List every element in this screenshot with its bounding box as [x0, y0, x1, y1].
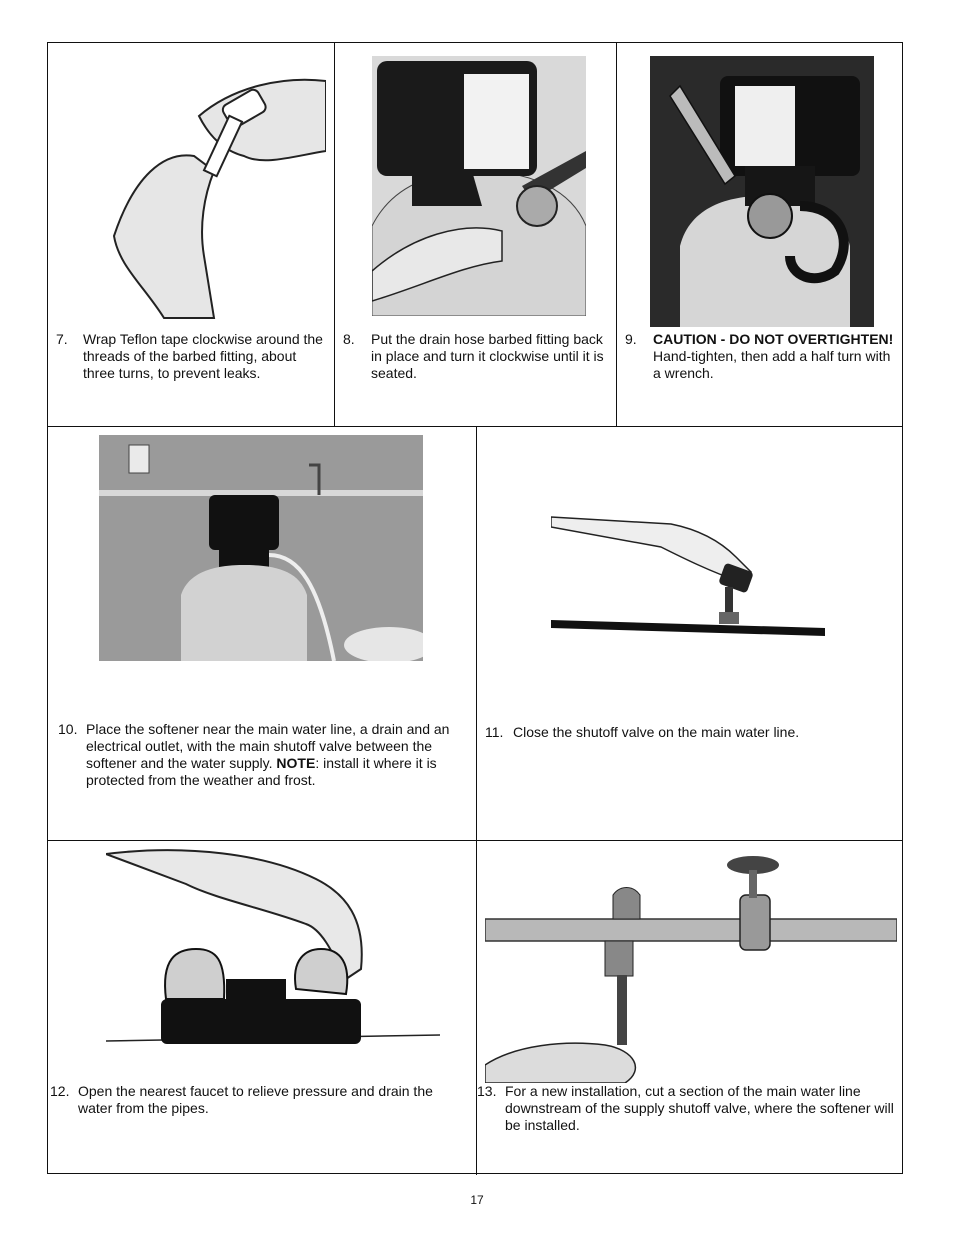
pipe-cutting-photo	[485, 855, 897, 1083]
step-text-body: Place the softener near the main water line, a drain and an electrical outlet, with the main shutoff valve between the softener and the water supply.	[86, 721, 450, 771]
step-text: Wrap Teflon tape clockwise around the threads of the barbed fitting, about three turns, to prevent leaks.	[83, 331, 323, 381]
row-2	[48, 427, 902, 841]
step-cell-11	[476, 427, 904, 840]
page-number: 17	[470, 1193, 484, 1207]
step-number: 10.	[58, 721, 78, 737]
step-text: Put the drain hose barbed fitting back in place and turn it clockwise until it is seated.	[371, 331, 604, 381]
step-number: 13.	[477, 1083, 497, 1099]
warning-label: CAUTION - DO NOT OVERTIGHTEN!	[653, 331, 894, 347]
step-number: 7.	[56, 331, 68, 347]
note-text: : install it where it is protected from the weather and frost.	[86, 755, 437, 788]
instruction-page	[47, 42, 903, 1174]
step-cell-8	[334, 43, 616, 426]
step-text	[86, 721, 468, 789]
step-cell-7	[48, 43, 334, 426]
step-number: 12.	[50, 1083, 70, 1099]
step-number: 11.	[485, 724, 504, 740]
step-number: 8.	[343, 331, 355, 347]
step-text: For a new installation, cut a section of the main water line downstream of the supply shutoff valve, where the softener will be installed.	[505, 1083, 894, 1133]
note-label: NOTE	[276, 755, 316, 771]
step-cell-13	[476, 841, 904, 1175]
step-text: Close the shutoff valve on the main water line.	[513, 724, 800, 740]
step-text	[653, 331, 897, 382]
step-cell-12	[48, 841, 476, 1175]
step-cell-10	[48, 427, 476, 840]
step-cell-9	[616, 43, 904, 426]
teflon-tape-photo	[104, 56, 326, 319]
step-text: Open the nearest faucet to relieve pressure and drain the water from the pipes.	[78, 1083, 433, 1116]
wrench-photo	[650, 56, 874, 327]
softener-location-photo	[99, 435, 423, 661]
barbed-fitting-photo	[372, 56, 586, 316]
step-text-body: Hand-tighten, then add a half turn with a wrench.	[653, 348, 891, 381]
step-number: 9.	[625, 331, 637, 347]
shutoff-valve-photo	[551, 512, 825, 642]
faucet-photo	[106, 849, 440, 1047]
row-3	[48, 841, 902, 1175]
row-1	[48, 43, 902, 427]
